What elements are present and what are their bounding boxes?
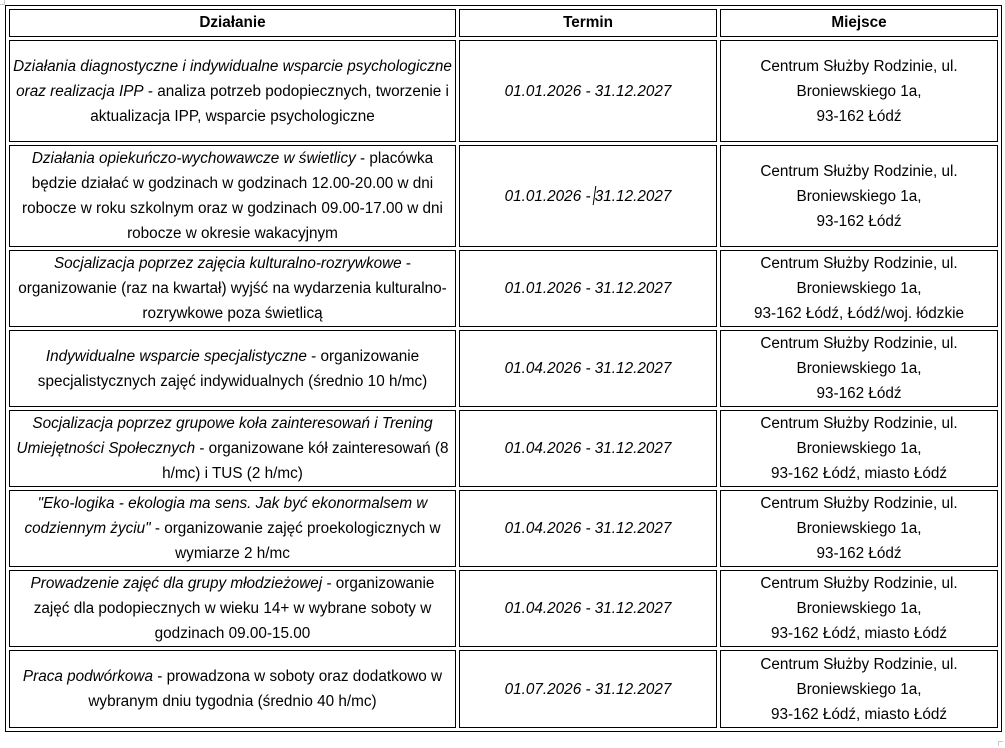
header-termin: Termin (459, 9, 717, 37)
place-cell[interactable] (720, 650, 998, 728)
schedule-table (5, 5, 1002, 732)
action-cell[interactable] (9, 570, 456, 647)
term-start: 01.04.2026 - (504, 440, 595, 457)
place-line-2: Broniewskiego 1a, (796, 680, 922, 698)
term-cell[interactable] (459, 570, 717, 647)
place-line-2: Broniewskiego 1a, (796, 82, 922, 100)
place-cell[interactable] (720, 330, 998, 407)
place-line-3: 93-162 Łódź, miasto Łódź (770, 625, 948, 642)
action-description: - organizowanie zajęć dla podopiecznych w wieku 14+ w wybrane soboty w godzinach 09.00-15.00 (33, 575, 435, 642)
place-cell[interactable] (720, 145, 998, 247)
term-cell[interactable] (459, 250, 717, 327)
term-start: 01.01.2026 - (504, 280, 595, 297)
place-line-3: 93-162 Łódź (816, 107, 902, 125)
place-cell[interactable] (720, 250, 998, 327)
action-description: - organizowane kół zainteresowań (8 h/mc) i TUS (2 h/mc) (162, 440, 449, 482)
action-description: - organizowanie zajęć proekologicznych w wymiarze 2 h/mc (150, 520, 441, 562)
table-row (9, 650, 998, 728)
place-cell[interactable] (720, 490, 998, 567)
action-description: - organizowanie (raz na kwartał) wyjść na wydarzenia kulturalno-rozrywkowe poza świetlicą (18, 255, 447, 322)
action-title: Indywidualne wsparcie specjalistyczne (45, 347, 307, 365)
place-line-1: Centrum Służby Rodzinie, ul. (760, 415, 958, 432)
term-cell[interactable] (459, 490, 717, 567)
place-line-3: 93-162 Łódź (816, 385, 902, 402)
place-line-3: 93-162 Łódź, miasto Łódź (770, 705, 948, 723)
term-start: 01.01.2026 - (504, 82, 595, 100)
place-line-2: Broniewskiego 1a, (796, 187, 922, 205)
table-row (9, 570, 998, 647)
place-line-3: 93-162 Łódź, miasto Łódź (770, 465, 948, 482)
term-end: 31.12.2027 (594, 82, 672, 100)
term-cell[interactable] (459, 410, 717, 487)
action-title: Socjalizacja poprzez zajęcia kulturalno-rozrywkowe (53, 255, 402, 272)
action-cell[interactable] (9, 410, 456, 487)
table-row (9, 145, 998, 247)
place-line-2: Broniewskiego 1a, (796, 360, 922, 377)
action-description: - prowadzona w soboty oraz dodatkowo w wybranym dniu tygodnia (średnio 40 h/mc) (88, 668, 443, 710)
place-line-2: Broniewskiego 1a, (796, 440, 922, 457)
place-line-3: 93-162 Łódź (816, 212, 902, 230)
table-row (9, 490, 998, 567)
action-description: - organizowanie specjalistycznych zajęć indywidualnych (średnio 10 h/mc) (37, 347, 428, 390)
place-cell[interactable] (720, 570, 998, 647)
action-title: Działania diagnostyczne i indywidualne wsparcie psychologiczne oraz realizacja IPP (13, 57, 452, 100)
place-line-1: Centrum Służby Rodzinie, ul. (760, 655, 958, 673)
action-description: - placówka będzie działać w godzinach w godzinach 12.00-20.00 w dni robocze w roku szkolnym oraz w godzinach 09.00-17.00 w dni robocze w okresie wakacyjnym (22, 150, 443, 242)
term-end: 31.12.2027 (594, 187, 672, 205)
action-description: - analiza potrzeb podopiecznych, tworzenie i aktualizacja IPP, wsparcie psychologiczne (90, 82, 449, 125)
place-line-1: Centrum Służby Rodzinie, ul. (760, 255, 958, 272)
place-cell[interactable] (720, 40, 998, 142)
place-cell[interactable] (720, 410, 998, 487)
action-title: Działania opiekuńczo-wychowawcze w świetlicy (31, 150, 356, 167)
place-line-2: Broniewskiego 1a, (796, 600, 922, 617)
action-cell[interactable] (9, 490, 456, 567)
term-end: 31.12.2027 (594, 680, 672, 698)
action-title: Prowadzenie zajęć dla grupy młodzieżowej (30, 575, 323, 592)
term-cell[interactable] (459, 330, 717, 407)
place-line-1: Centrum Służby Rodzinie, ul. (760, 162, 958, 180)
header-miejsce: Miejsce (720, 9, 998, 37)
term-start: 01.04.2026 - (504, 520, 595, 537)
table-row (9, 250, 998, 327)
term-start: 01.01.2026 - (504, 187, 595, 205)
place-line-1: Centrum Służby Rodzinie, ul. (760, 57, 958, 75)
table-row (9, 410, 998, 487)
action-title: "Eko-logika - ekologia ma sens. Jak być ekonormalsem w codziennym życiu" (24, 495, 428, 537)
page-corner-mark-bottom-right (998, 741, 1003, 746)
action-title: Praca podwórkowa (22, 668, 153, 685)
place-line-1: Centrum Służby Rodzinie, ul. (760, 495, 958, 512)
action-cell[interactable] (9, 145, 456, 247)
place-line-2: Broniewskiego 1a, (796, 280, 922, 297)
action-cell[interactable] (9, 330, 456, 407)
term-cell[interactable] (459, 650, 717, 728)
term-end: 31.12.2027 (594, 360, 672, 377)
action-cell[interactable] (9, 650, 456, 728)
action-cell[interactable] (9, 250, 456, 327)
action-cell[interactable] (9, 40, 456, 142)
term-start: 01.04.2026 - (504, 600, 595, 617)
term-cell[interactable] (459, 40, 717, 142)
term-end: 31.12.2027 (594, 280, 672, 297)
header-dzialanie: Działanie (9, 9, 456, 37)
place-line-1: Centrum Służby Rodzinie, ul. (760, 575, 958, 592)
place-line-3: 93-162 Łódź (816, 545, 902, 562)
table-header-row (9, 9, 998, 37)
action-title: Socjalizacja poprzez grupowe koła zainteresowań i Trening Umiejętności Społecznych (16, 415, 433, 457)
term-start: 01.04.2026 - (504, 360, 595, 377)
place-line-2: Broniewskiego 1a, (796, 520, 922, 537)
term-start: 01.07.2026 - (504, 680, 595, 698)
table-row (9, 330, 998, 407)
place-line-1: Centrum Służby Rodzinie, ul. (760, 335, 958, 352)
table-row (9, 40, 998, 142)
place-line-3: 93-162 Łódź, Łódź/woj. łódzkie (753, 305, 965, 322)
term-end: 31.12.2027 (594, 520, 672, 537)
term-end: 31.12.2027 (594, 440, 672, 457)
term-cell[interactable] (459, 145, 717, 247)
term-end: 31.12.2027 (594, 600, 672, 617)
